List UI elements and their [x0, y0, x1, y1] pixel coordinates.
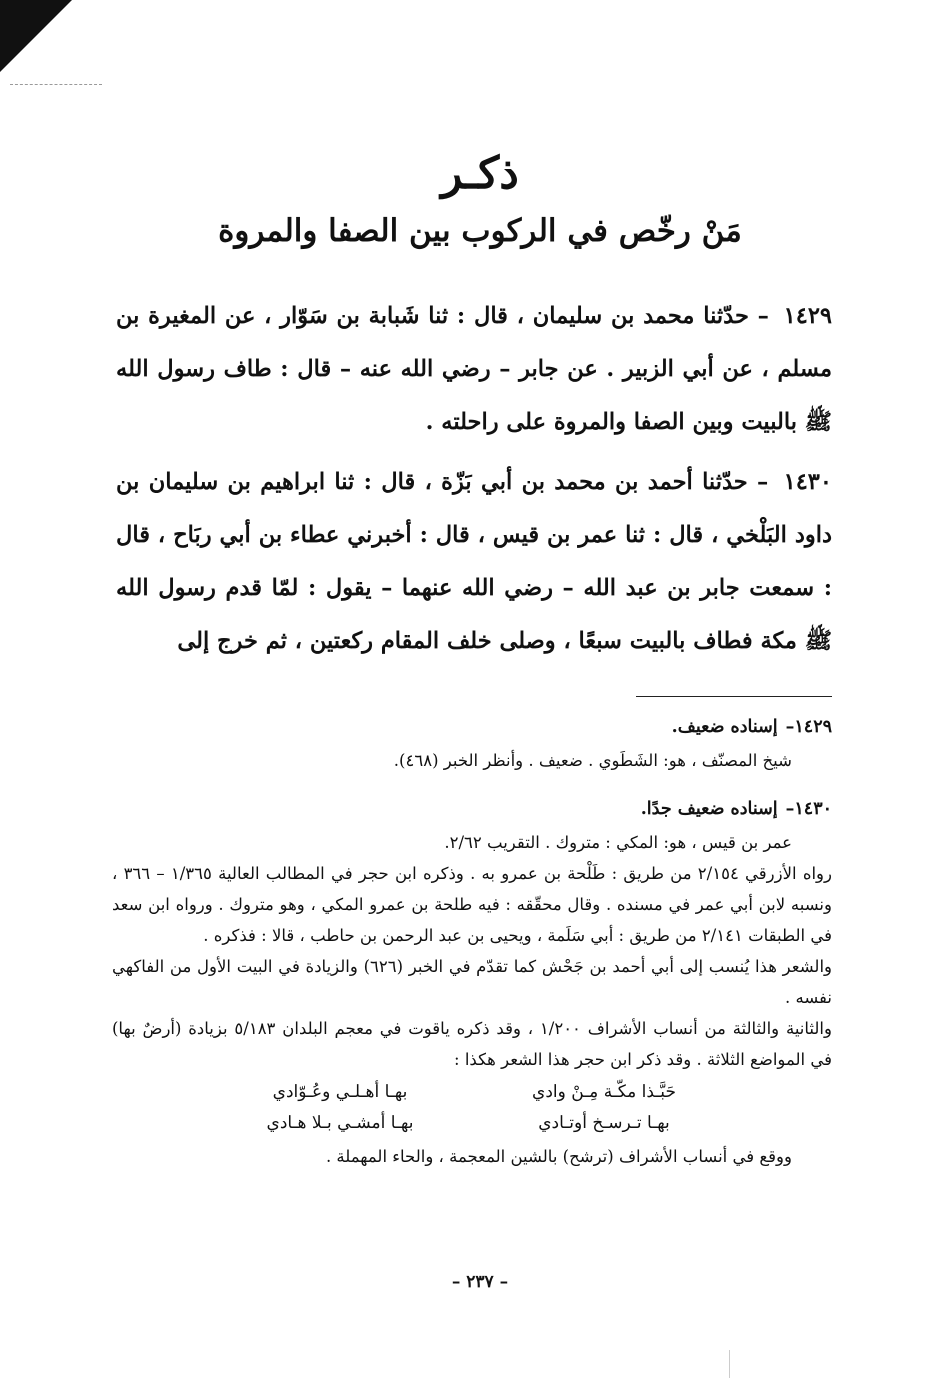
hadith-number: ١٤٢٩	[783, 303, 832, 329]
hadith-dash: –	[757, 469, 769, 495]
footnote-heading	[112, 794, 832, 825]
footnote-1429	[112, 712, 832, 776]
footnote-closing: ووقع في أنساب الأشراف (ترشح) بالشين المعجمة ، والحاء المهملة .	[325, 1147, 792, 1166]
footnote-paragraph: والثانية والثالثة من أنساب الأشراف ١/٢٠٠ ، وقد ذكره ياقوت في معجم البلدان ٥/١٨٣ بزيادة (أرضٌ بها) في المواضع الثلاثة . وقد ذكر ابن حجر هذا الشعر هكذا :	[112, 1019, 832, 1069]
hadith-text: حدّثنا محمد بن سليمان ، قال : ثنا شَبابة بن سَوّار ، عن المغيرة بن مسلم ، عن أبي الزبير . عن جابر – رضي الله عنه – قال : طاف رسول الله ﷺ بالبيت وبين الصفا والمروة على راحلته .	[116, 303, 832, 435]
poem	[112, 1077, 832, 1139]
scan-dashed-line	[10, 84, 102, 85]
hadith-dash: –	[757, 303, 769, 329]
hadith-1430	[116, 456, 832, 668]
footnote-line: عمر بن قيس ، هو: المكي : متروك . التقريب ٢/٦٢.	[444, 833, 792, 852]
page-number: – ٢٣٧ –	[451, 1272, 509, 1292]
poem-hemistich: حَبَّـذا مكّـة مِـنْ وادي	[532, 1082, 676, 1102]
poem-hemistich: بهـا تـرسـخ أوتـادي	[538, 1113, 670, 1133]
footnote-paragraph: والشعر هذا يُنسب إلى أبي أحمد بن جَحْش كما تقدّم في الخبر (٦٢٦) والزيادة في البيت الأول من الفاكهي نفسه .	[112, 957, 833, 1007]
scan-corner-mark	[0, 0, 72, 72]
hadith-number: ١٤٣٠	[783, 469, 832, 495]
footnotes	[112, 712, 832, 1190]
footnote-heading	[112, 712, 832, 743]
footnote-verdict: إسناده ضعيف.	[671, 717, 778, 737]
footnote-number: ١٤٢٩–	[785, 717, 832, 737]
poem-verse	[230, 1077, 714, 1108]
poem-hemistich: بهـا أمشـي بـلا هـادي	[266, 1113, 414, 1133]
footnote-number: ١٤٣٠–	[785, 799, 832, 819]
section-subtitle: مَنْ رخّص في الركوب بين الصفا والمروة	[218, 213, 742, 249]
footnote-line: شيخ المصنّف ، هو: الشَطَوي . ضعيف . وأنظر الخبر (٤٦٨).	[393, 751, 792, 770]
hadith-text: حدّثنا أحمد بن محمد بن أبي بَزّة ، قال : ثنا ابراهيم بن سليمان بن داود البَلْخي ، قال : ثنا عمر بن قيس ، قال : أخبرني عطاء بن أبي ربَاح ، قال : سمعت جابر بن عبد الله – رضي الله عنهما – يقول : لمّا قدم رسول الله ﷺ مكة فطاف بالبيت سبعًا ، وصلى خلف المقام ركعتين ، ثم خرج إلى	[116, 469, 832, 654]
footnote-paragraph: رواه الأزرقي ٢/١٥٤ من طريق : طَلْحة بن عمرو به . وذكره ابن حجر في المطالب العالية ١/٣٦٥ – ٣٦٦ ، ونسبه لابن أبي عمر في مسنده . وقال محقّقه : فيه طلحة بن عمرو المكي ، وهو متروك . ورواه ابن سعد في الطبقات ٢/١٤١ من طريق : أبي سَلَمة ، ويحيى بن عبد الرحمن بن حاطب ، قالا : فذكره .	[112, 864, 832, 945]
poem-verse	[230, 1108, 714, 1139]
scan-margin-mark	[729, 1350, 730, 1378]
section-title: ذكـر	[441, 148, 519, 199]
poem-hemistich: بهـا أهـلـي وعُـوّادي	[272, 1082, 408, 1102]
footnote-1430	[112, 794, 832, 1172]
hadith-1429	[116, 290, 832, 449]
footnote-verdict: إسناده ضعيف جدًا.	[640, 799, 778, 819]
footnote-separator	[636, 696, 832, 697]
